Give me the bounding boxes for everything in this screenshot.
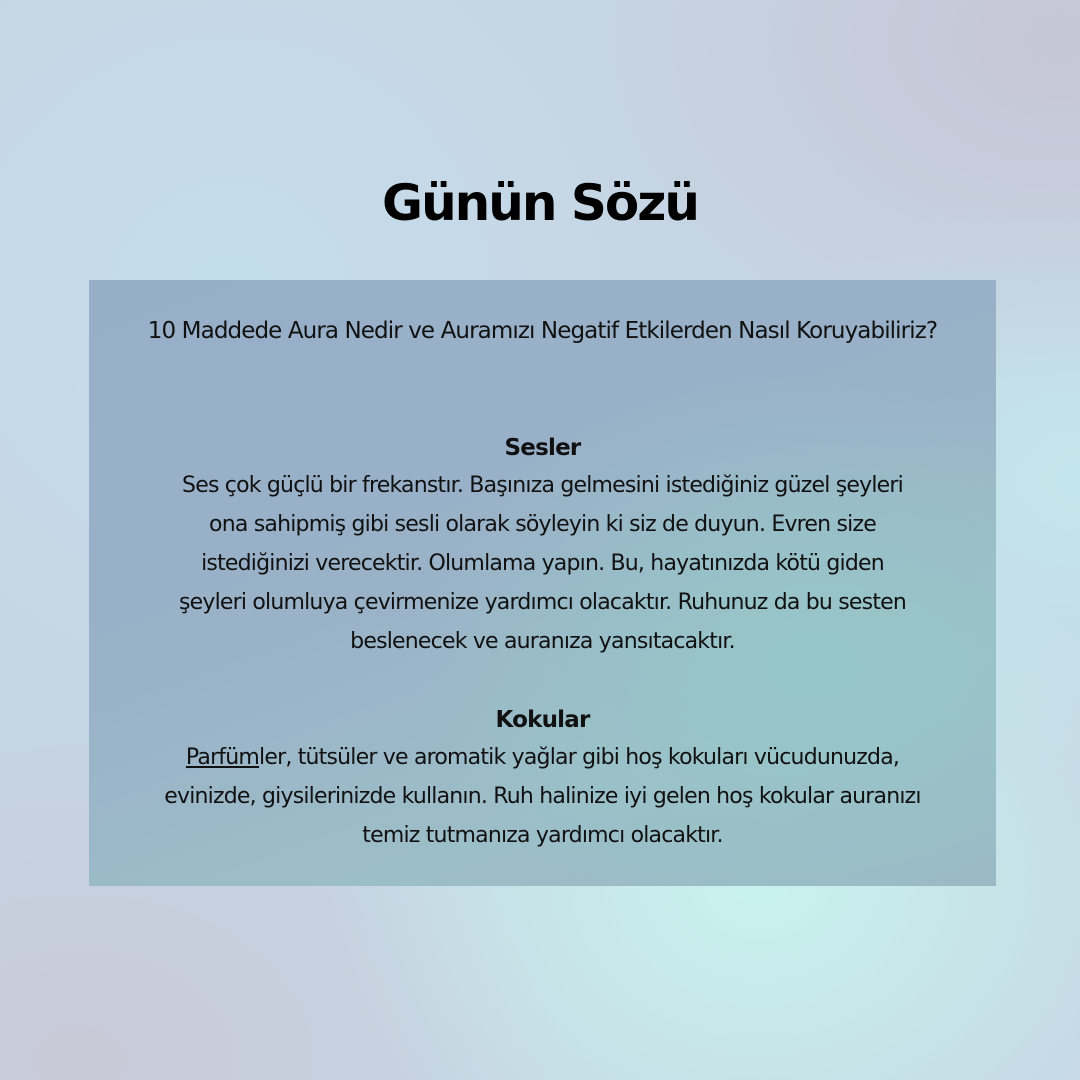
body-line: ler, tütsüler ve aromatik yağlar gibi hoş kokuları vücudunuzda,: [259, 745, 900, 770]
body-line: istediğinizi verecektir. Olumlama yapın. Bu, hayatınızda kötü giden: [201, 551, 884, 576]
section-heading: Kokular: [495, 707, 590, 733]
body-line: evinizde, giysilerinizde kullanın. Ruh halinize iyi gelen hoş kokular auranızı: [164, 784, 921, 809]
body-line: beslenecek ve auranıza yansıtacaktır.: [350, 629, 735, 654]
section-scents: [89, 702, 996, 855]
page-title: Günün Sözü: [382, 174, 698, 232]
section-sounds: [89, 430, 996, 661]
section-heading: Sesler: [504, 435, 581, 461]
body-line: şeyleri olumluya çevirmenize yardımcı olacaktır. Ruhunuz da bu sesten: [178, 590, 907, 615]
body-line: temiz tutmanıza yardımcı olacaktır.: [362, 823, 723, 848]
section-body: [89, 738, 996, 855]
panel-subtitle: 10 Maddede Aura Nedir ve Auramızı Negatif Etkilerden Nasıl Koruyabiliriz?: [147, 318, 938, 344]
body-line: ona sahipmiş gibi sesli olarak söyleyin ki siz de duyun. Evren size: [209, 512, 876, 537]
body-line: Ses çok güçlü bir frekanstır. Başınıza gelmesini istediğiniz güzel şeyleri: [182, 473, 903, 498]
section-body: [89, 466, 996, 661]
perfume-link[interactable]: Parfüm: [185, 745, 260, 770]
content-panel: [89, 280, 996, 886]
